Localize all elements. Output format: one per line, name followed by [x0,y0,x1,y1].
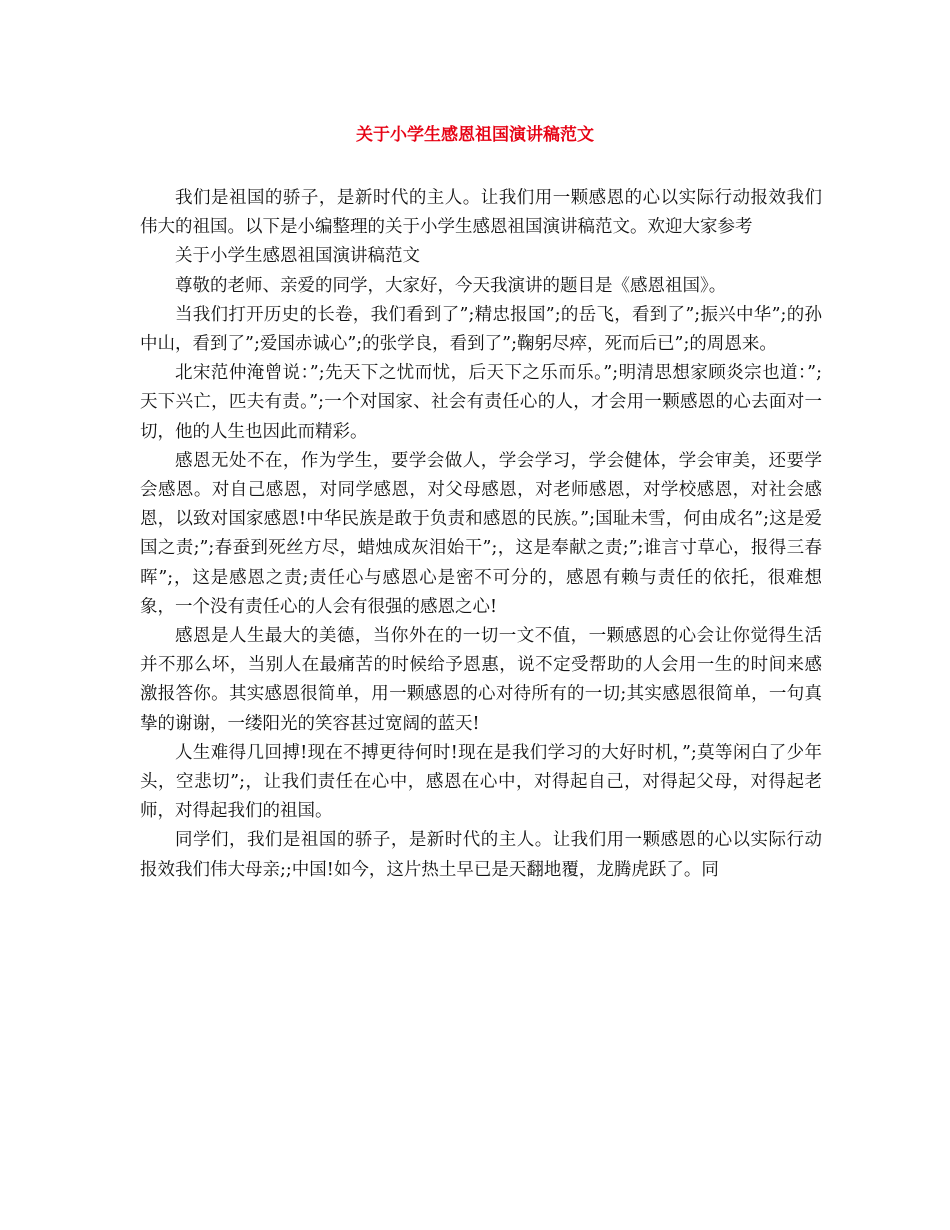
document-title: 关于小学生感恩祖国演讲稿范文 [356,125,594,145]
document-body [140,184,822,885]
paragraph: 关于小学生感恩祖国演讲稿范文 [175,246,420,267]
paragraph: 尊敬的老师、亲爱的同学，大家好，今天我演讲的题目是《感恩祖国》。 [175,275,727,296]
paragraph: 感恩是人生最大的美德，当你外在的一切一文不值，一颗感恩的心会让你觉得生活并不那么坏，当别人在最痛苦的时候给予恩惠，说不定受帮助的人会用一生的时间来感激报答你。其实感恩很简单，用一颗感恩的心对待所有的一切;其实感恩很简单，一句真挚的谢谢，一缕阳光的笑容甚过宽阔的蓝天! [140,626,822,734]
paragraph: 同学们，我们是祖国的骄子，是新时代的主人。让我们用一颗感恩的心以实际行动报效我们伟大母亲;;中国!如今，这片热土早已是天翻地覆，龙腾虎跃了。同 [140,830,822,880]
paragraph: 我们是祖国的骄子，是新时代的主人。让我们用一颗感恩的心以实际行动报效我们伟大的祖国。以下是小编整理的关于小学生感恩祖国演讲稿范文。欢迎大家参考 [140,188,822,238]
paragraph: 北宋范仲淹曾说：”;先天下之忧而忧，后天下之乐而乐。”;明清思想家顾炎宗也道：”;天下兴亡，匹夫有责。”;一个对国家、社会有责任心的人，才会用一颗感恩的心去面对一切，他的人生也因此而精彩。 [140,363,822,442]
paragraph: 感恩无处不在，作为学生，要学会做人，学会学习，学会健体，学会审美，还要学会感恩。对自己感恩，对同学感恩，对父母感恩，对老师感恩，对学校感恩，对社会感恩，以致对国家感恩!中华民族是敢于负责和感恩的民族。”;国耻未雪，何由成名”;这是爱国之责;”;春蚕到死丝方尽，蜡烛成灰泪始干”;，这是奉献之责;”;谁言寸草心，报得三春晖”;，这是感恩之责;责任心与感恩心是密不可分的，感恩有赖与责任的依托，很难想象，一个没有责任心的人会有很强的感恩之心! [140,450,822,617]
paragraph: 人生难得几回搏!现在不搏更待何时!现在是我们学习的大好时机，”;莫等闲白了少年头，空悲切”;，让我们责任在心中，感恩在心中，对得起自己，对得起父母，对得起老师，对得起我们的祖国。 [140,742,822,822]
paragraph: 当我们打开历史的长卷，我们看到了”;精忠报国”;的岳飞，看到了”;振兴中华”;的孙中山，看到了”;爱国赤诚心”;的张学良，看到了”;鞠躬尽瘁，死而后已”;的周恩来。 [140,304,822,355]
